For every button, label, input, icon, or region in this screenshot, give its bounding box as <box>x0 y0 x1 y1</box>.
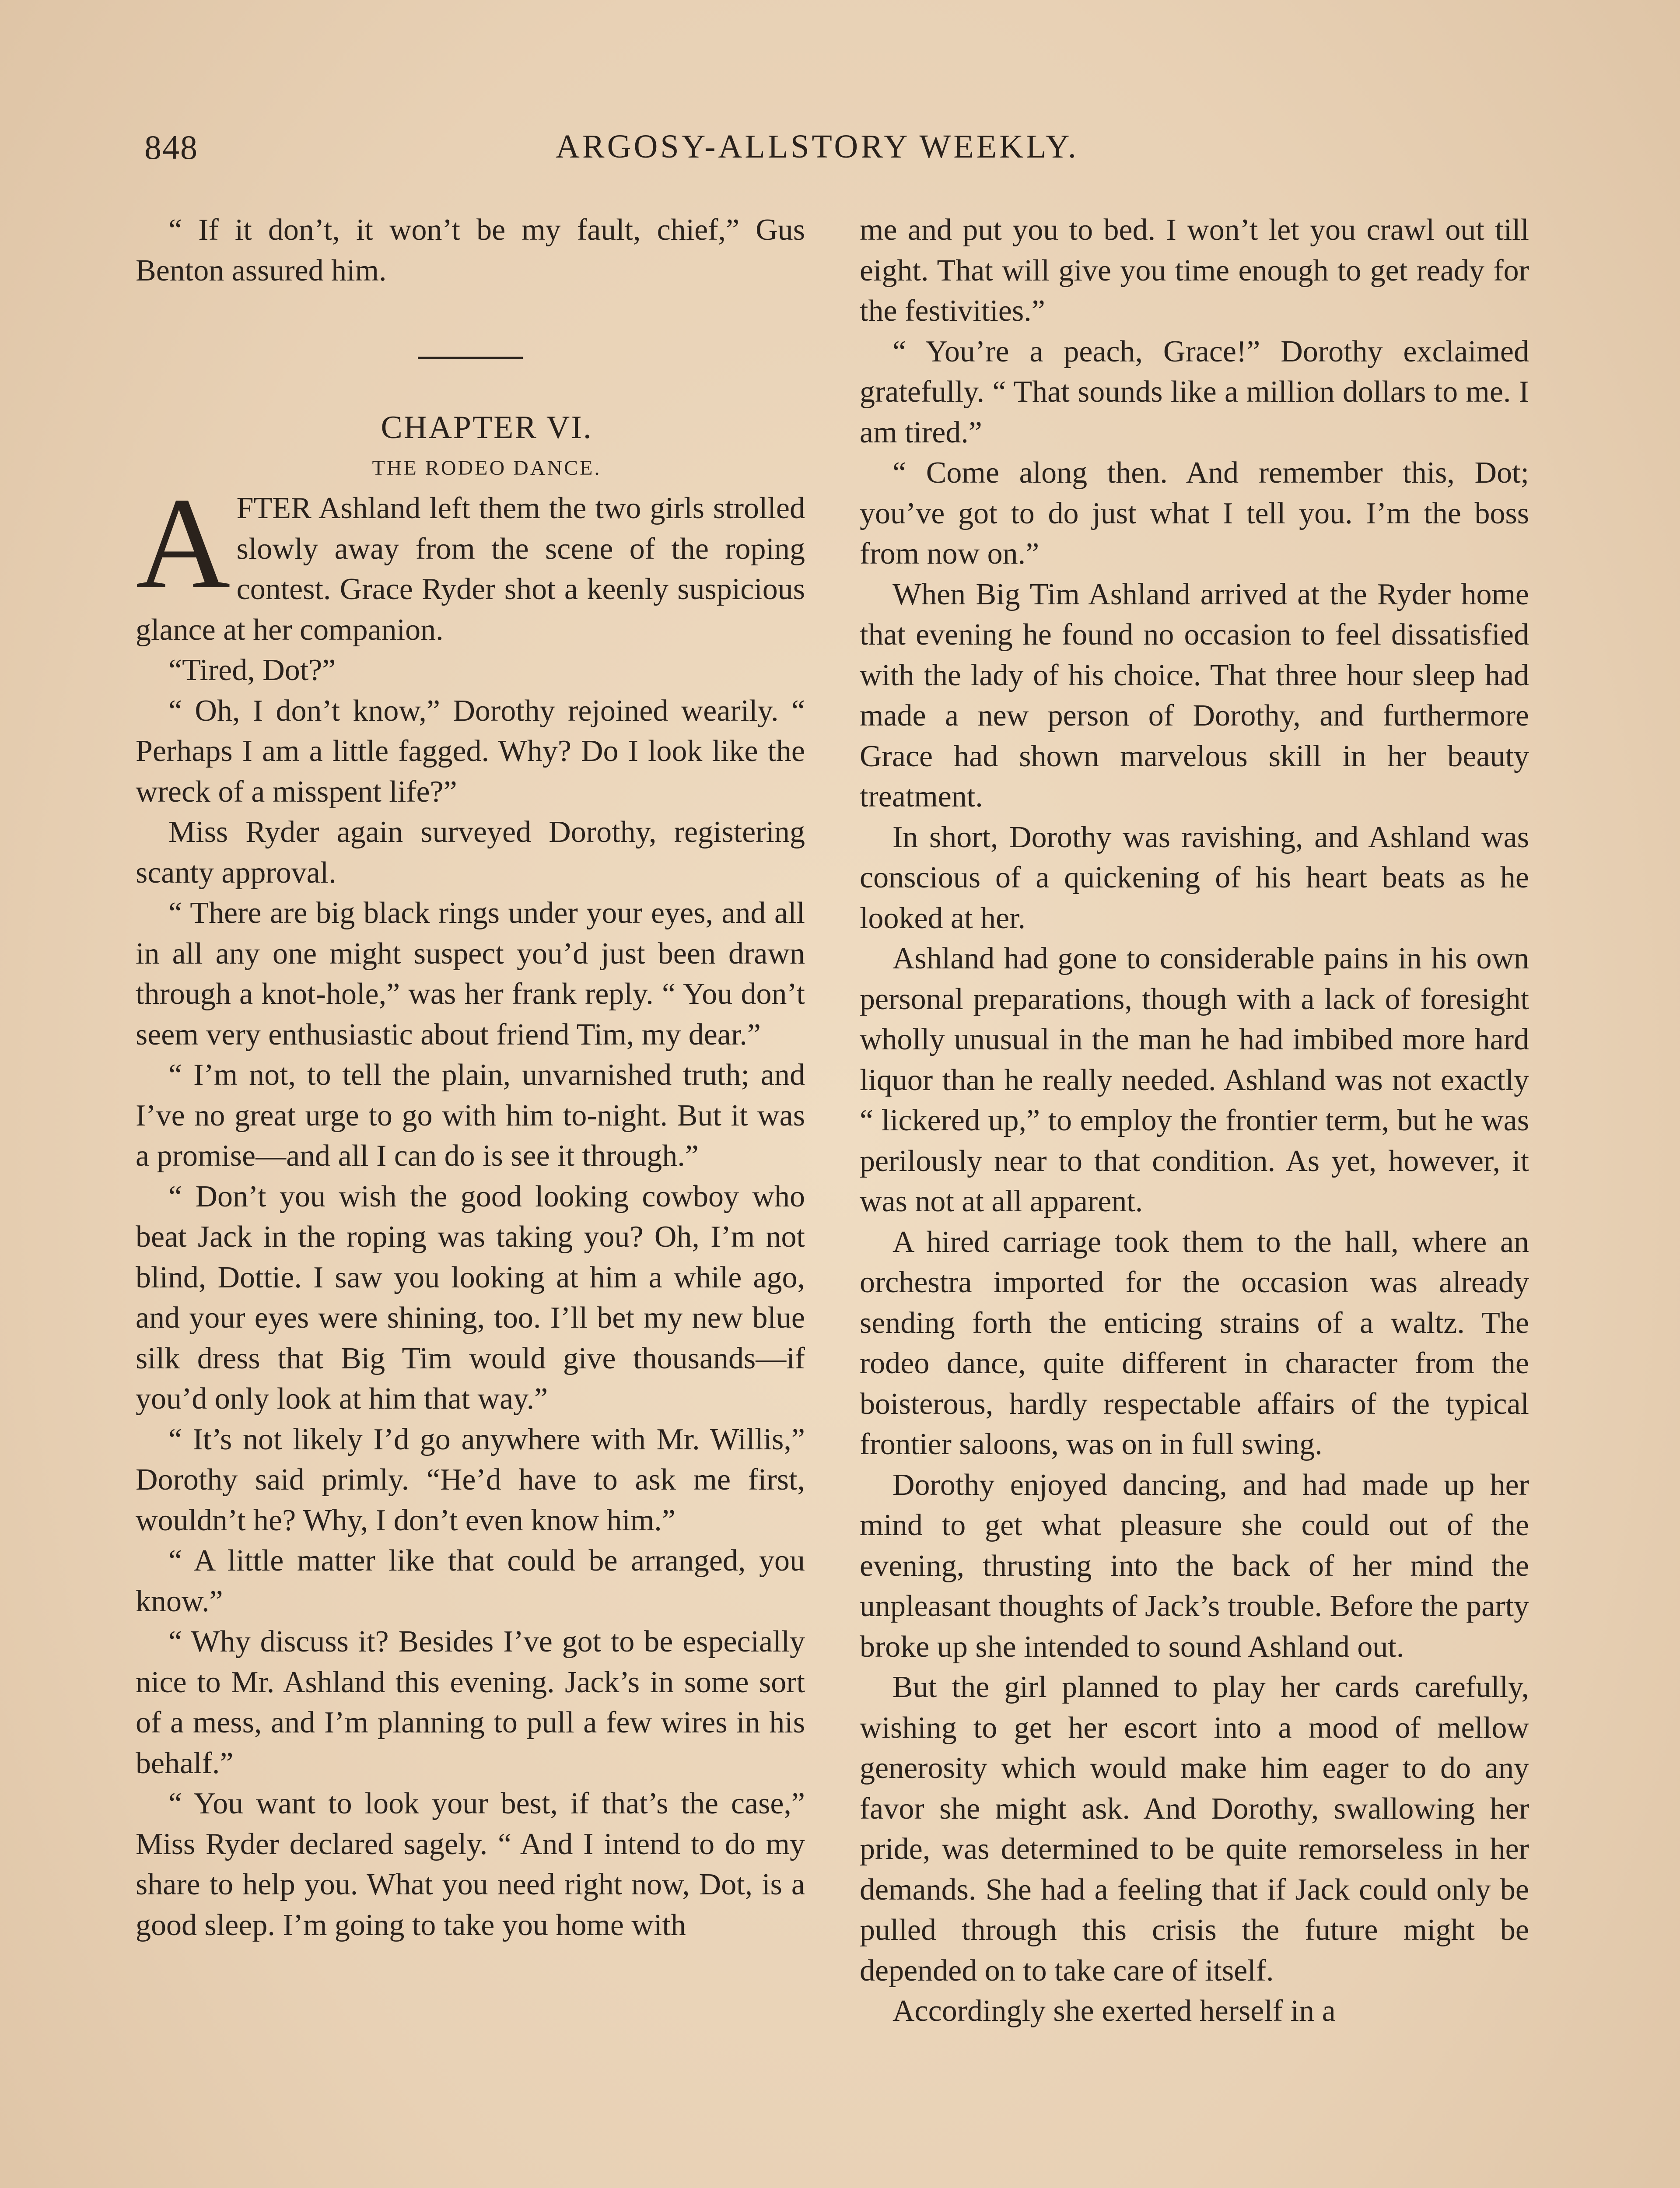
paragraph: But the girl planned to play her cards carefully, wishing to get her escort into a mood of mellow generosity which would make him eager to do any favor she might ask. And Dorothy, swallowing her pride, was determined to be quite remorseless in her demands. She had a feeling that if Jack could only be pulled through this crisis the future might be depended on to take care of itself. <box>860 1670 1529 1988</box>
paragraph: “Tired, Dot?” <box>168 653 336 687</box>
paragraph: “ You want to look your best, if that’s the case,” Miss Ryder declared sagely. “ And I intend to do my share to help you. What you need right now, Dot, is a good sleep. I’m going to take you home with <box>136 1787 805 1942</box>
drop-cap: A <box>136 470 231 616</box>
right-column <box>860 210 1529 2032</box>
page-number: 848 <box>144 128 198 166</box>
continuation-paragraph: me and put you to bed. I won’t let you crawl out till eight. That will give you time enough to get ready for the festivities.” <box>860 213 1529 328</box>
paragraph: Dorothy enjoyed dancing, and had made up her mind to get what pleasure she could out of the evening, thrusting into the back of her mind the unpleasant thoughts of Jack’s trouble. Before the party broke up she intended to sound Ashland out. <box>860 1468 1529 1664</box>
paragraph: “ Oh, I don’t know,” Dorothy rejoined wearily. “ Perhaps I am a little fagged. Why? Do I look like the wreck of a misspent life?” <box>136 694 805 809</box>
running-head: ARGOSY-ALLSTORY WEEKLY. <box>556 128 1079 165</box>
paragraph: “ Come along then. And remember this, Dot; you’ve got to do just what I tell you. I’m the boss from now on.” <box>860 456 1529 571</box>
left-column <box>136 210 805 1946</box>
paragraph: “ You’re a peach, Grace!” Dorothy exclaimed gratefully. “ That sounds like a million dollars to me. I am tired.” <box>860 334 1529 449</box>
paragraph: “ Why discuss it? Besides I’ve got to be especially nice to Mr. Ashland this evening. Jack’s in some sort of a mess, and I’m planning to pull a few wires in his behalf.” <box>136 1625 805 1780</box>
paragraph: “ I’m not, to tell the plain, unvarnished truth; and I’ve no great urge to go with him to-night. But it was a promise—and all I can do is see it through.” <box>136 1058 805 1173</box>
paragraph: Miss Ryder again surveyed Dorothy, registering scanty approval. <box>136 815 805 890</box>
paragraph: Ashland had gone to considerable pains in his own personal preparations, though with a lack of foresight wholly unusual in the man he had imbibed more hard liquor than he really needed. Ashland was not exactly “ lickered up,” to employ the frontier term, but he was perilously near to that condition. As yet, however, it was not at all apparent. <box>860 942 1529 1218</box>
first-paragraph-block <box>136 470 805 650</box>
chapter-title: CHAPTER VI. <box>381 410 593 445</box>
opening-paragraph: “ If it don’t, it won’t be my fault, chief,” Gus Benton assured him. <box>136 213 805 288</box>
paragraph: A hired carriage took them to the hall, where an orchestra imported for the occasion was already sending forth the enticing strains of a waltz. The rodeo dance, quite different in character from the boisterous, hardly respectable affairs of the typical frontier saloons, was on in full swing. <box>860 1225 1529 1461</box>
paragraph: In short, Dorothy was ravishing, and Ashland was conscious of a quickening of his heart beats as he looked at her. <box>860 820 1529 935</box>
paragraph: “ Don’t you wish the good looking cowboy who beat Jack in the roping was taking you? Oh, I’m not blind, Dottie. I saw you looking at him a while ago, and your eyes were shining, too. I’ll bet my new blue silk dress that Big Tim would give thousands—if you’d only look at him that way.” <box>136 1179 805 1416</box>
paragraph: “ It’s not likely I’d go anywhere with Mr. Willis,” Dorothy said primly. “He’d have to ask me first, wouldn’t he? Why, I don’t even know him.” <box>136 1422 805 1537</box>
section-divider <box>418 357 523 359</box>
paragraph: When Big Tim Ashland arrived at the Ryder home that evening he found no occasion to feel dissatisfied with the lady of his choice. That three hour sleep had made a new person of Dorothy, and furthermore Grace had shown marvelous skill in her beauty treatment. <box>860 577 1529 813</box>
paragraph: Accordingly she exerted herself in a <box>892 1994 1336 2028</box>
paragraph: “ There are big black rings under your eyes, and all in all any one might suspect you’d just been drawn through a knot-hole,” was her frank reply. “ You don’t seem very enthusiastic about friend Tim, my dear.” <box>136 896 805 1052</box>
page-header <box>144 128 1120 180</box>
chapter-subtitle: THE RODEO DANCE. <box>372 456 602 480</box>
first-paragraph: FTER Ashland left them the two girls strolled slowly away from the scene of the roping contest. Grace Ryder shot a keenly suspicious glance at her companion. <box>136 491 805 647</box>
paragraph: “ A little matter like that could be arranged, you know.” <box>136 1544 805 1618</box>
